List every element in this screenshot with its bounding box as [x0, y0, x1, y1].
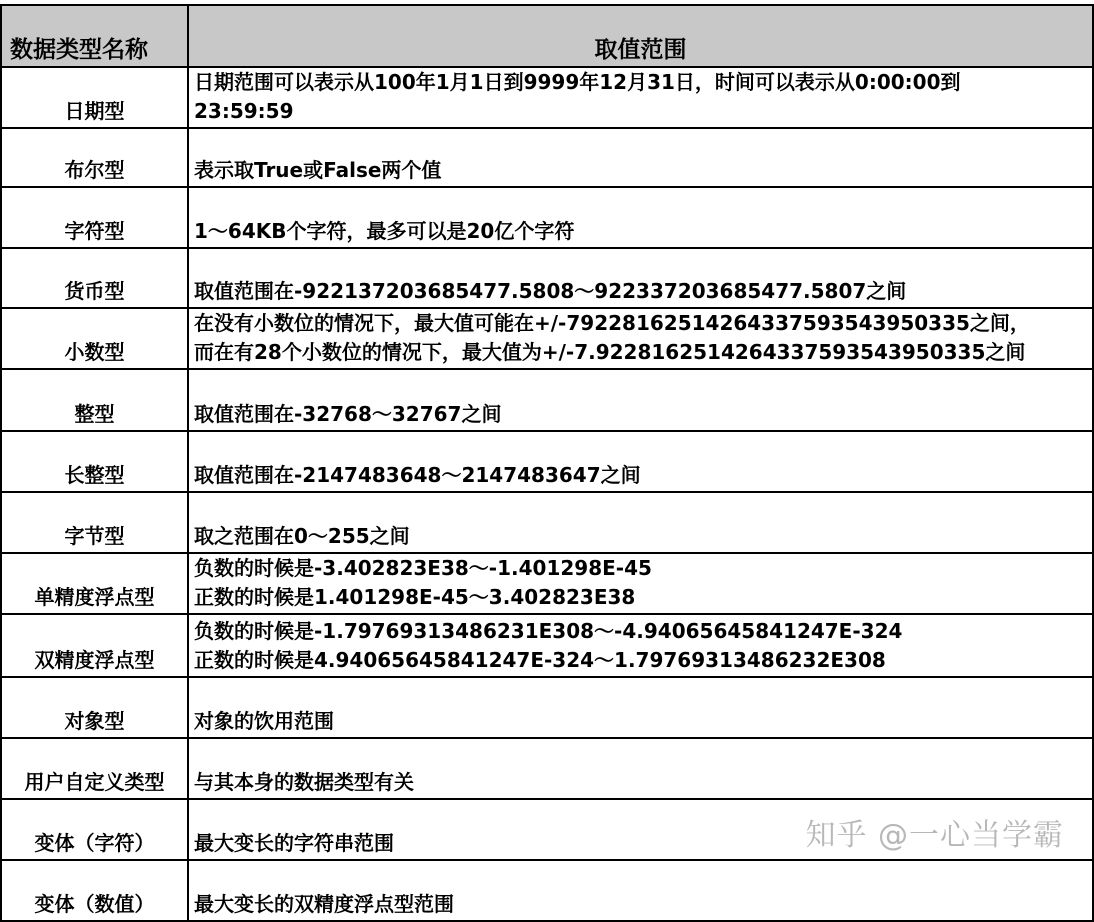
type-name-cell: 小数型 — [1, 308, 188, 369]
type-name-cell: 字符型 — [1, 187, 188, 248]
value-range-line: 取值范围在-2147483648～2147483647之间 — [194, 463, 641, 487]
value-range-cell — [188, 677, 1093, 738]
value-range-cell — [188, 67, 1093, 128]
value-range-line: 取值范围在-922137203685477.5808～922337203685477.5807之间 — [194, 279, 907, 303]
type-name-cell: 整型 — [1, 369, 188, 431]
header-type-name: 数据类型名称 — [1, 5, 188, 67]
value-range-cell — [188, 492, 1093, 553]
value-range-cell — [188, 799, 1093, 860]
value-range-line: 负数的时候是-1.79769313486231E308～-4.94065645841247E-324 — [194, 619, 903, 643]
table-row — [1, 553, 1093, 614]
value-range-line: 1～64KB个字符，最多可以是20亿个字符 — [194, 219, 575, 243]
value-range-cell — [188, 738, 1093, 799]
value-range-line: 而在有28个小数位的情况下，最大值为+/-7.9228162514264337593543950335之间 — [194, 340, 1026, 364]
value-range-cell — [188, 553, 1093, 614]
table-row — [1, 738, 1093, 799]
value-range-line: 负数的时候是-3.402823E38～-1.401298E-45 — [194, 556, 652, 580]
type-name-cell: 字节型 — [1, 492, 188, 553]
table-row — [1, 369, 1093, 431]
data-type-table-container — [0, 4, 1092, 922]
value-range-line: 对象的饮用范围 — [194, 709, 334, 733]
type-name-cell: 布尔型 — [1, 128, 188, 187]
header-row — [1, 5, 1093, 67]
value-range-line: 取值范围在-32768～32767之间 — [194, 402, 502, 426]
value-range-cell — [188, 128, 1093, 187]
table-row — [1, 492, 1093, 553]
value-range-cell — [188, 308, 1093, 369]
value-range-line: 正数的时候是1.401298E-45～3.402823E38 — [194, 585, 636, 609]
table-row — [1, 248, 1093, 308]
value-range-line: 表示取True或False两个值 — [194, 158, 442, 182]
value-range-cell — [188, 369, 1093, 431]
value-range-cell — [188, 187, 1093, 248]
type-name-cell: 日期型 — [1, 67, 188, 128]
table-row — [1, 677, 1093, 738]
value-range-line: 最大变长的双精度浮点型范围 — [194, 892, 454, 916]
value-range-line: 在没有小数位的情况下，最大值可能在+/-79228162514264337593543950335之间， — [194, 311, 1030, 335]
value-range-line: 与其本身的数据类型有关 — [194, 770, 414, 794]
type-name-cell: 对象型 — [1, 677, 188, 738]
type-name-cell: 单精度浮点型 — [1, 553, 188, 614]
value-range-line: 取之范围在0～255之间 — [194, 524, 410, 548]
table-row — [1, 67, 1093, 128]
table-row — [1, 799, 1093, 860]
value-range-line: 正数的时候是4.94065645841247E-324～1.79769313486232E308 — [194, 648, 886, 672]
table-row — [1, 308, 1093, 369]
table-row — [1, 614, 1093, 677]
value-range-cell — [188, 248, 1093, 308]
type-name-cell: 变体（字符） — [1, 799, 188, 860]
type-name-cell: 货币型 — [1, 248, 188, 308]
value-range-line: 23:59:59 — [194, 99, 294, 123]
table-body — [1, 67, 1093, 921]
value-range-cell — [188, 860, 1093, 921]
table-row — [1, 860, 1093, 921]
header-value-range: 取值范围 — [188, 5, 1093, 67]
table-row — [1, 187, 1093, 248]
value-range-cell — [188, 614, 1093, 677]
table-header — [1, 5, 1093, 67]
zhihu-watermark: 知乎 @一心当学霸 — [805, 818, 1064, 853]
type-name-cell: 长整型 — [1, 431, 188, 492]
table-row — [1, 431, 1093, 492]
data-type-table — [0, 4, 1094, 922]
type-name-cell: 用户自定义类型 — [1, 738, 188, 799]
table-row — [1, 128, 1093, 187]
type-name-cell: 变体（数值） — [1, 860, 188, 921]
value-range-line: 最大变长的字符串范围 — [194, 831, 394, 855]
value-range-line: 日期范围可以表示从100年1月1日到9999年12月31日，时间可以表示从0:00:00到 — [194, 70, 961, 94]
value-range-cell — [188, 431, 1093, 492]
type-name-cell: 双精度浮点型 — [1, 614, 188, 677]
